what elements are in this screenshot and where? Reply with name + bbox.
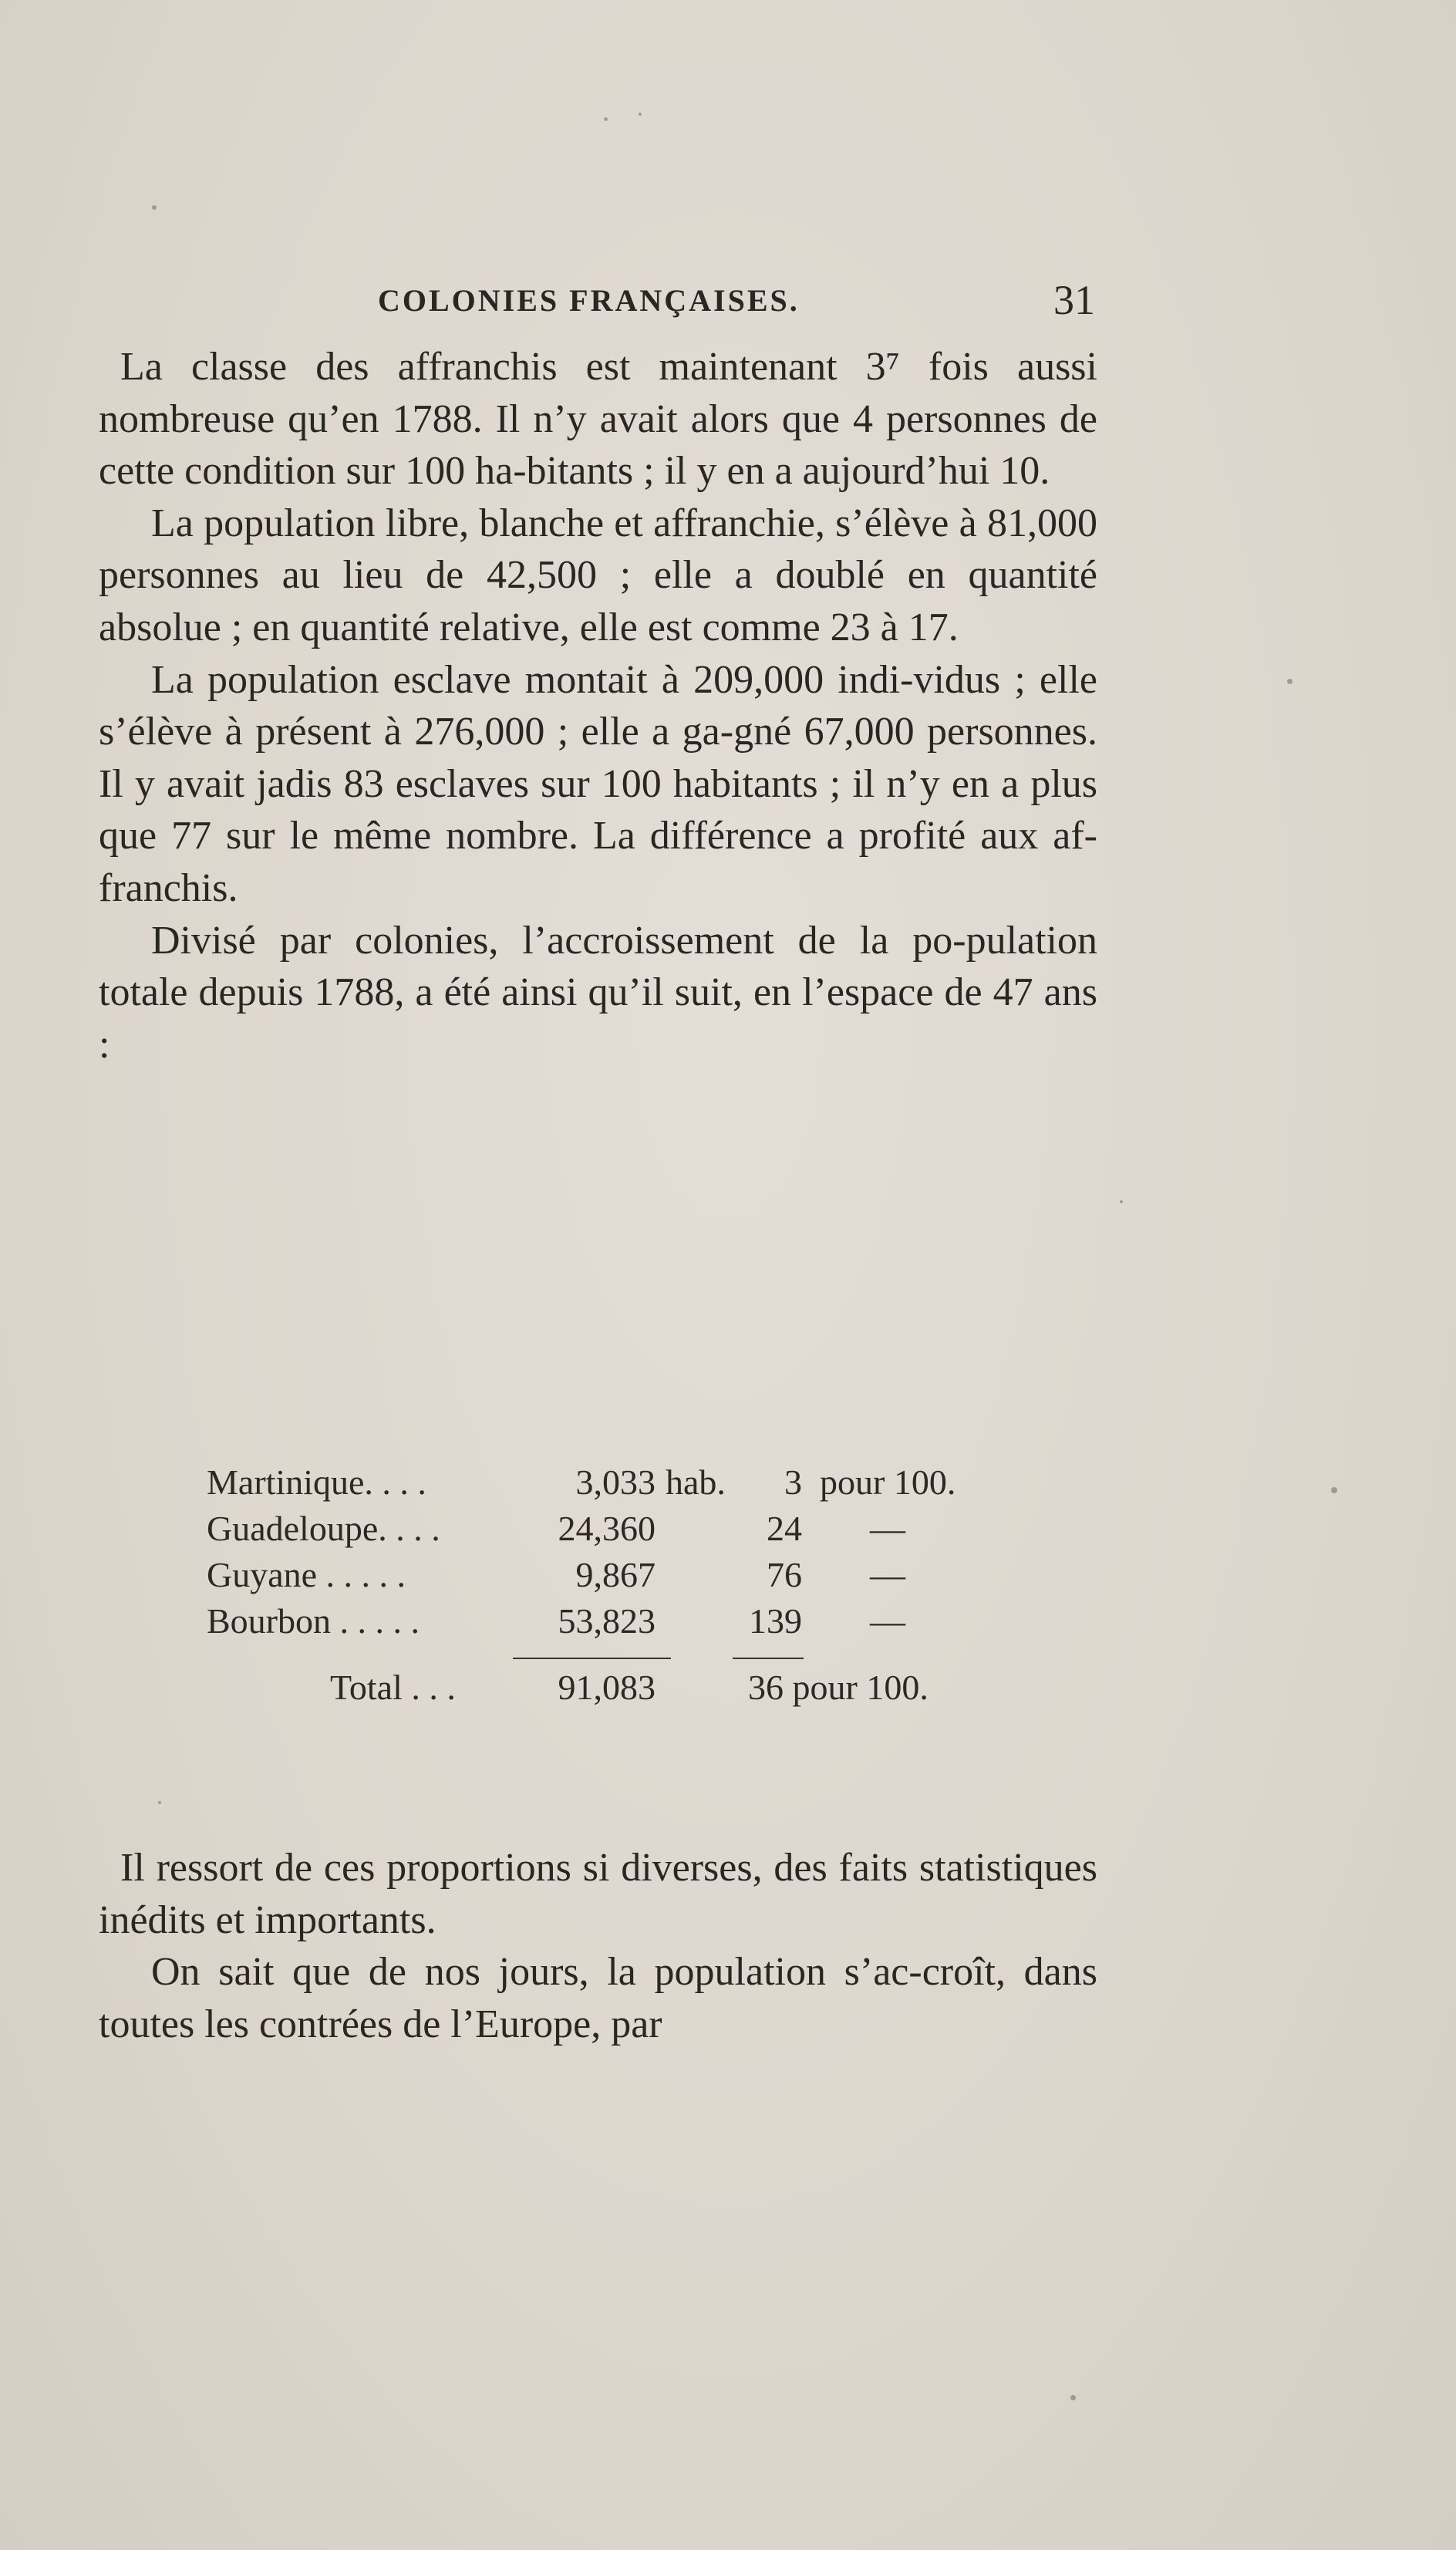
colony-name: Guyane . . . . . xyxy=(207,1555,406,1594)
paper-speck xyxy=(1070,2395,1076,2400)
table-row xyxy=(0,1600,1456,1647)
page-number: 31 xyxy=(1053,277,1095,323)
population-growth-table xyxy=(0,1462,1456,1786)
percentage: 3 xyxy=(784,1462,802,1502)
paper-speck xyxy=(152,205,157,210)
paragraph: Divisé par colonies, l’accroissement de la po-pulation totale depuis 1788, a été ainsi qu’il suit, en l’espace de 47 ans : xyxy=(99,918,1097,1067)
population-increase: 53,823 xyxy=(558,1601,656,1641)
sum-rule xyxy=(513,1658,671,1659)
colony-name: Martinique. . . . xyxy=(207,1462,426,1502)
total-percentage: 36 pour 100. xyxy=(748,1668,929,1707)
ditto-dash: — xyxy=(870,1509,905,1548)
population-increase: 9,867 xyxy=(575,1555,656,1594)
paper-speck xyxy=(639,113,642,116)
body-text-upper xyxy=(99,341,1097,1071)
percentage-suffix: pour 100. xyxy=(820,1462,956,1502)
paper-speck xyxy=(1120,1200,1123,1203)
paragraph: La classe des affranchis est maintenant 3⁷ fois aussi nombreuse qu’en 1788. Il n’y avait alors que 4 personnes de cette condition sur 100 ha-bitants ; il y en a aujourd’hui 10. xyxy=(99,345,1097,494)
unit-label: hab. xyxy=(666,1462,726,1502)
paragraph: La population esclave montait à 209,000 indi-vidus ; elle s’élève à présent à 276,000 ; elle a ga-gné 67,000 personnes. Il y avait jadis 83 esclaves sur 100 habitants ; il n’y en a plus que 77 sur le même nombre. La différence a profité aux af-franchis. xyxy=(99,657,1097,910)
percentage: 139 xyxy=(749,1601,802,1641)
population-increase: 3,033 xyxy=(575,1462,656,1502)
percentage: 76 xyxy=(767,1555,802,1594)
paper-speck xyxy=(1287,679,1293,684)
paragraph: La population libre, blanche et affranchie, s’élève à 81,000 personnes au lieu de 42,500 ; elle a doublé en quantité absolue ; en quantité relative, elle est comme 23 à 17. xyxy=(99,501,1097,649)
population-increase: 24,360 xyxy=(558,1509,656,1548)
paper-speck xyxy=(158,1801,161,1804)
paper-speck xyxy=(604,117,608,121)
page-header xyxy=(378,276,1095,330)
total-row xyxy=(0,1667,1456,1713)
total-population-increase: 91,083 xyxy=(558,1668,656,1707)
colony-name: Guadeloupe. . . . xyxy=(207,1509,440,1548)
ditto-dash: — xyxy=(870,1601,905,1641)
table-row xyxy=(0,1508,1456,1554)
table-row xyxy=(0,1462,1456,1508)
body-text-lower xyxy=(99,1842,1097,2050)
colony-name: Bourbon . . . . . xyxy=(207,1601,420,1641)
total-label: Total . . . xyxy=(330,1668,456,1707)
paragraph: Il ressort de ces proportions si diverses, des faits statistiques inédits et importants. xyxy=(99,1846,1097,1942)
paragraph: On sait que de nos jours, la population s’ac-croît, dans toutes les contrées de l’Europe, par xyxy=(99,1950,1097,2046)
table-row xyxy=(0,1554,1456,1600)
running-title: COLONIES FRANÇAISES. xyxy=(378,283,800,318)
ditto-dash: — xyxy=(870,1555,905,1594)
percentage: 24 xyxy=(767,1509,802,1548)
sum-rule xyxy=(733,1658,804,1659)
